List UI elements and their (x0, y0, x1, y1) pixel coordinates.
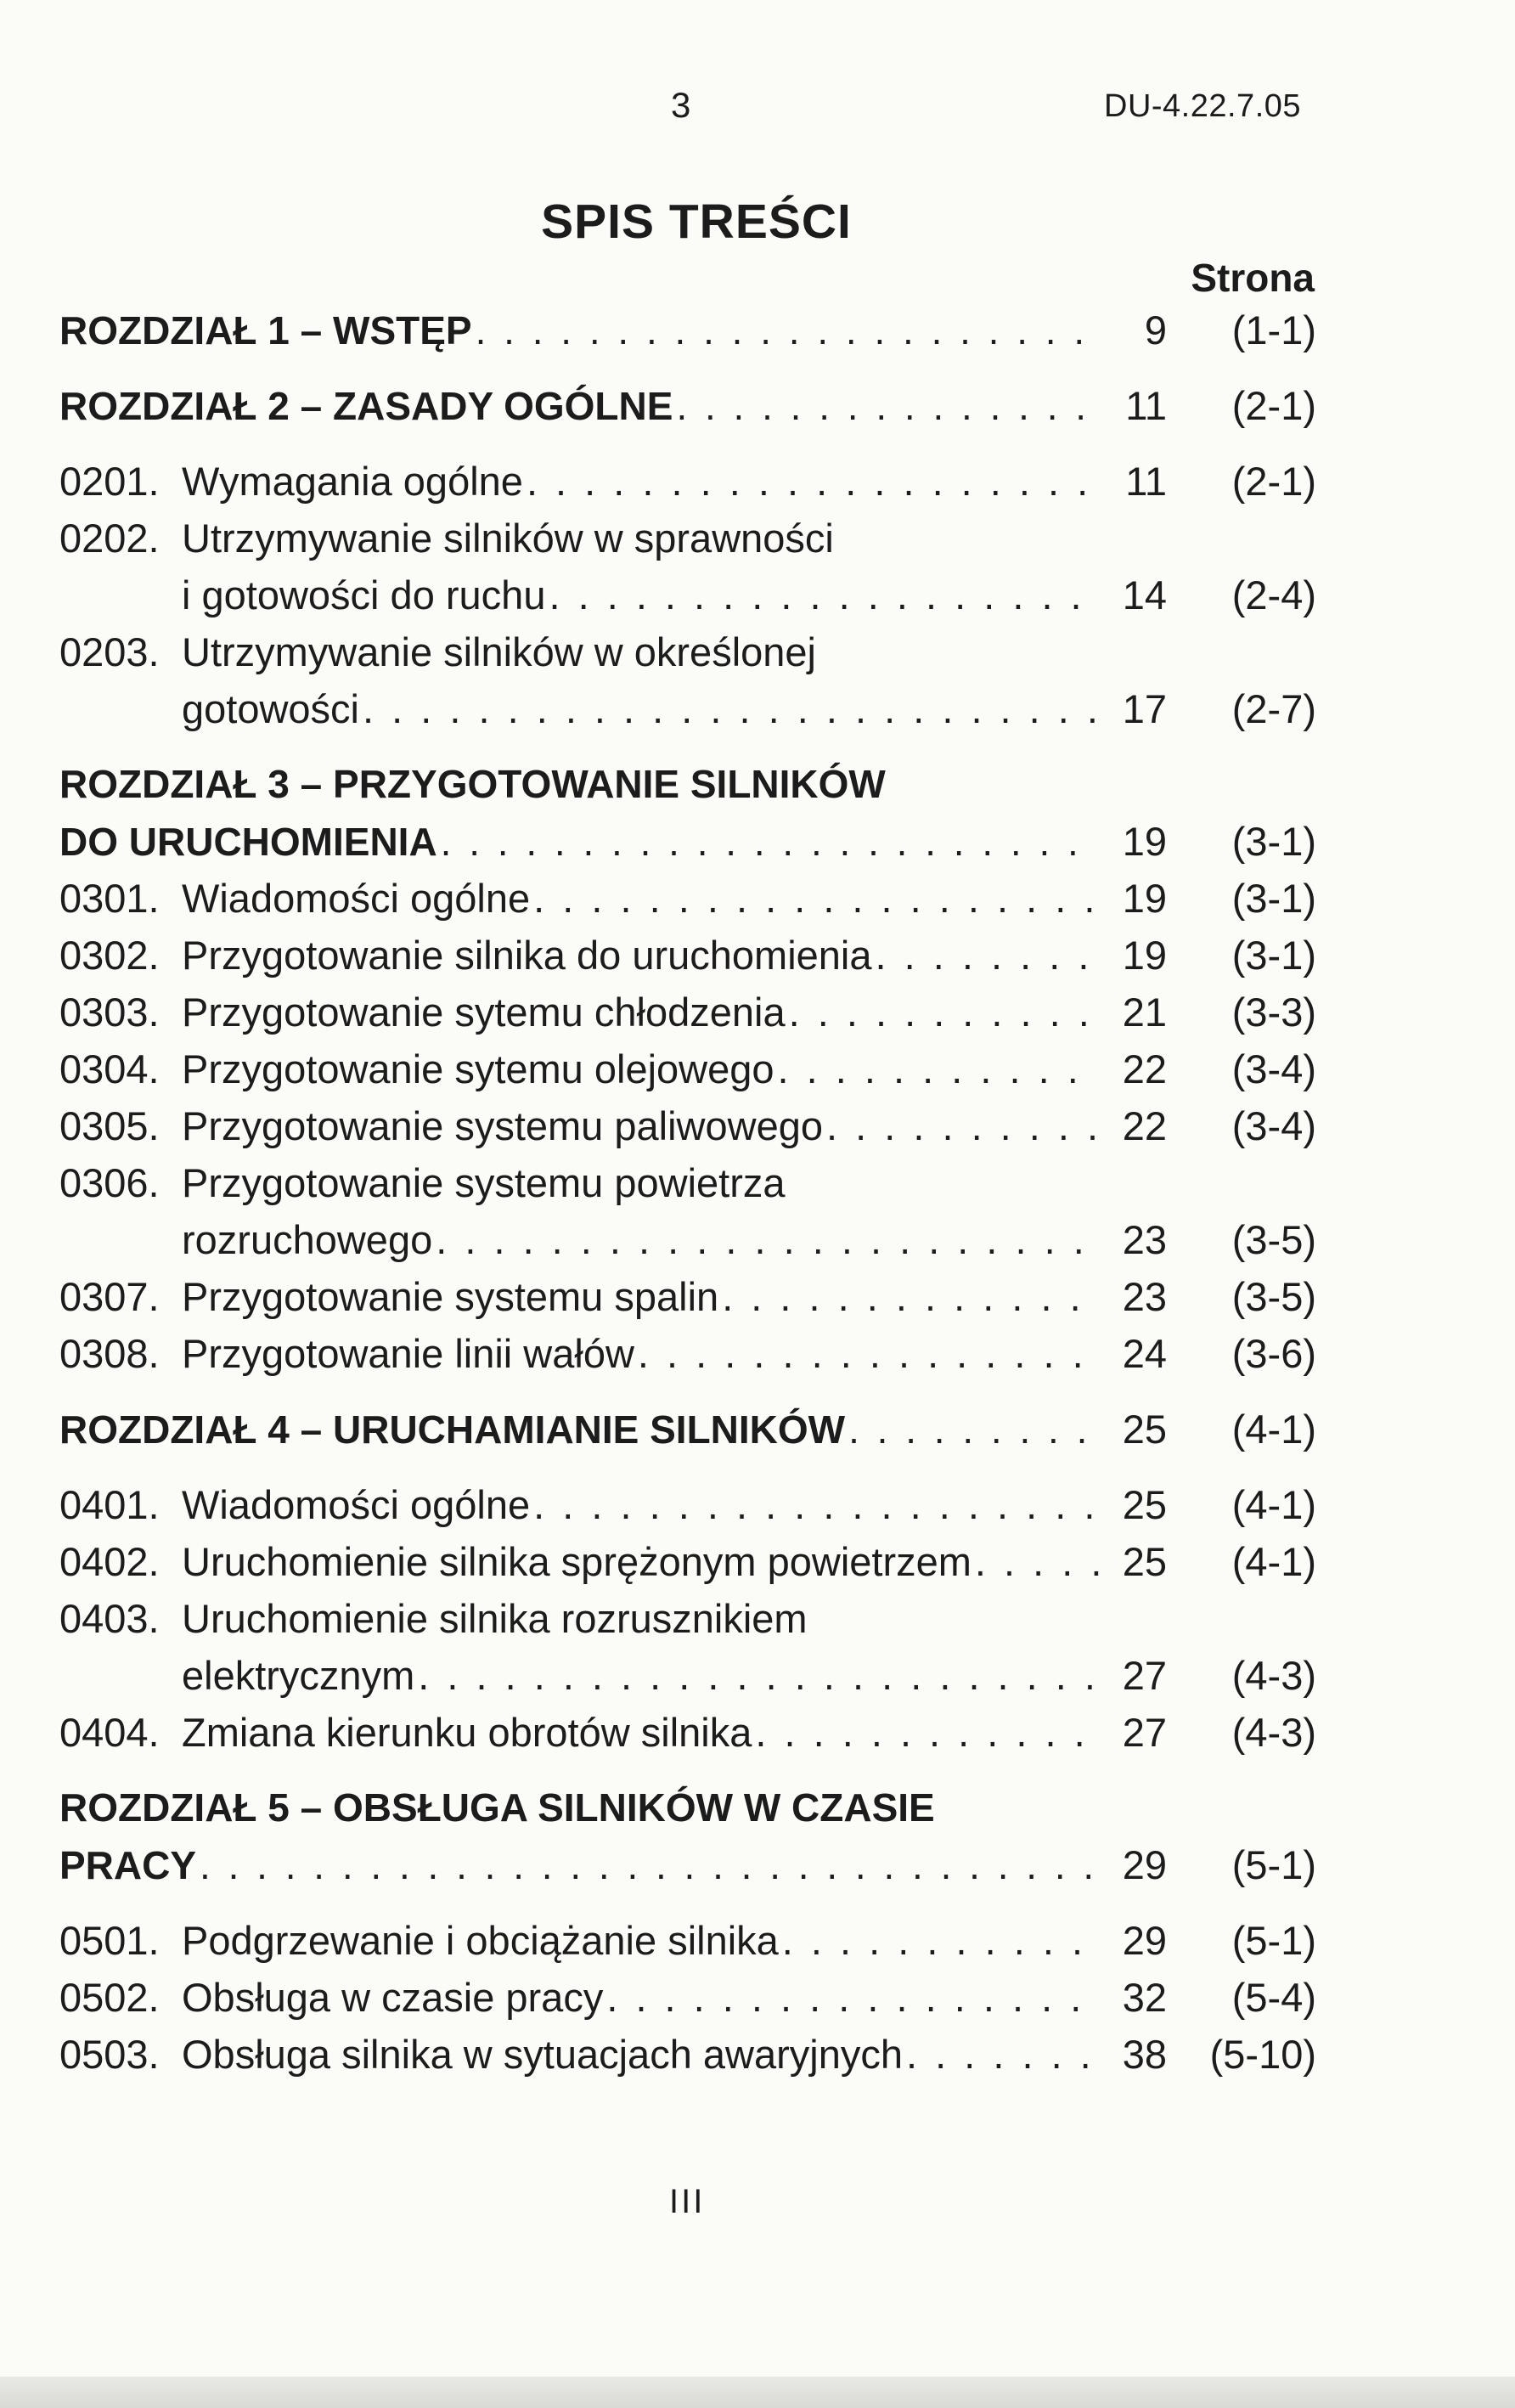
page-number: 38 (1122, 2032, 1167, 2077)
page-number: 29 (1122, 1842, 1167, 1887)
page-number: 24 (1122, 1331, 1167, 1376)
page-number: 27 (1122, 1653, 1167, 1698)
toc-item-row (59, 510, 1316, 567)
section-number: 0402. (59, 1539, 160, 1584)
leader-dots (533, 870, 1099, 927)
section-title: Przygotowanie linii wałów (182, 1331, 634, 1376)
section-title: Obsługa silnika w sytuacjach awaryjnych (182, 2032, 903, 2077)
toc-chapter-row (59, 377, 1316, 434)
section-page-ref: (3-3) (1231, 990, 1316, 1035)
section-title: Przygotowanie systemu spalin (182, 1274, 719, 1319)
page-number: 25 (1122, 1407, 1167, 1452)
section-number: 0304. (59, 1046, 160, 1091)
chapter-title: DO URUCHOMIENIA (59, 820, 437, 864)
leader-dots (363, 680, 1099, 737)
page-number: 19 (1122, 876, 1167, 921)
section-number: 0201. (59, 459, 160, 504)
section-page-ref: (3-1) (1231, 819, 1316, 864)
leader-dots (533, 1476, 1099, 1533)
document-code: DU-4.22.7.05 (1104, 88, 1302, 124)
chapter-title: ROZDZIAŁ 1 – WSTĘP (59, 308, 472, 352)
section-title: Przygotowanie systemu paliwowego (182, 1103, 823, 1148)
toc-chapter-row (59, 756, 1316, 813)
section-title: Podgrzewanie i obciążanie silnika (182, 1918, 779, 1963)
section-page-ref: (3-5) (1231, 1217, 1316, 1262)
leader-dots (436, 1211, 1099, 1268)
section-number: 0403. (59, 1596, 160, 1641)
toc-item-row (59, 1268, 1316, 1325)
leader-dots (778, 1040, 1099, 1097)
page-number: 23 (1122, 1217, 1167, 1262)
section-number: 0502. (59, 1975, 160, 2020)
toc-item-row (59, 1040, 1316, 1097)
leader-dots (638, 1325, 1099, 1382)
page-number: 11 (1125, 459, 1167, 504)
section-number: 0308. (59, 1331, 160, 1376)
section-title: Wiadomości ogólne (182, 876, 531, 921)
toc-item-row (59, 567, 1316, 623)
toc-item-row (59, 1533, 1316, 1590)
page-number: 22 (1122, 1046, 1167, 1091)
section-page-ref: (4-3) (1231, 1653, 1316, 1698)
leader-dots (549, 567, 1099, 623)
section-title: Obsługa w czasie pracy (182, 1975, 604, 2020)
page-number: 19 (1122, 933, 1167, 978)
section-page-ref: (5-1) (1231, 1842, 1316, 1887)
section-page-ref: (2-7) (1231, 686, 1316, 731)
section-page-ref: (1-1) (1231, 307, 1316, 352)
page-number: 11 (1125, 383, 1167, 428)
toc-item-row (59, 984, 1316, 1040)
toc-item-row (59, 1647, 1316, 1704)
page-number: 21 (1122, 990, 1167, 1035)
leader-dots (782, 1912, 1099, 1969)
section-number: 0303. (59, 990, 160, 1035)
page-number: 17 (1122, 686, 1167, 731)
section-number: 0301. (59, 876, 160, 921)
table-of-contents (59, 302, 1316, 2083)
scan-edge (0, 2377, 1515, 2408)
toc-item-row (59, 870, 1316, 927)
section-title: Przygotowanie systemu powietrza (182, 1160, 786, 1205)
toc-item-row (59, 680, 1316, 737)
section-number: 0503. (59, 2032, 160, 2077)
section-number: 0305. (59, 1103, 160, 1148)
section-number: 0401. (59, 1482, 160, 1527)
page-number: 25 (1122, 1539, 1167, 1584)
leader-dots (906, 2026, 1099, 2083)
toc-chapter-row (59, 302, 1316, 358)
page-number: 29 (1122, 1918, 1167, 1963)
section-number: 0203. (59, 629, 160, 674)
page-number: 14 (1122, 572, 1167, 618)
section-title: Utrzymywanie silników w sprawności (182, 516, 834, 561)
page-number: 23 (1122, 1274, 1167, 1319)
toc-chapter-row (59, 1401, 1316, 1458)
page-title: SPIS TREŚCI (541, 195, 852, 249)
section-number: 0306. (59, 1160, 160, 1205)
section-title: Zmiana kierunku obrotów silnika (182, 1710, 752, 1755)
toc-item-row (59, 927, 1316, 984)
section-page-ref: (5-1) (1231, 1918, 1316, 1963)
section-page-ref: (4-3) (1231, 1710, 1316, 1755)
leader-dots (527, 453, 1099, 510)
page-number: 19 (1122, 819, 1167, 864)
section-title: Wiadomości ogólne (182, 1482, 531, 1527)
toc-item-row (59, 453, 1316, 510)
section-page-ref: (2-1) (1231, 383, 1316, 428)
section-title: Przygotowanie sytemu chłodzenia (182, 990, 786, 1035)
page-number: 9 (1144, 307, 1167, 352)
leader-dots (606, 1969, 1099, 2026)
section-page-ref: (3-4) (1231, 1103, 1316, 1148)
page-number: 25 (1122, 1482, 1167, 1527)
toc-item-row (59, 623, 1316, 680)
section-title: Przygotowanie silnika do uruchomienia (182, 933, 872, 978)
leader-dots (876, 927, 1100, 984)
section-title: Utrzymywanie silników w określonej (182, 629, 816, 674)
chapter-title: ROZDZIAŁ 4 – URUCHAMIANIE SILNIKÓW (59, 1407, 846, 1452)
toc-chapter-row (59, 1836, 1316, 1893)
section-page-ref: (2-4) (1231, 572, 1316, 618)
chapter-title: PRACY (59, 1843, 197, 1887)
toc-item-row (59, 1097, 1316, 1154)
chapter-title: ROZDZIAŁ 5 – OBSŁUGA SILNIKÓW W CZASIE (59, 1785, 935, 1830)
toc-item-row (59, 1154, 1316, 1211)
page-column-header: Strona (1191, 256, 1315, 300)
section-number: 0501. (59, 1918, 160, 1963)
toc-chapter-row (59, 1779, 1316, 1836)
section-number: 0202. (59, 516, 160, 561)
leader-dots (441, 814, 1099, 871)
section-title: Wymagania ogólne (182, 459, 523, 504)
section-title: gotowości (182, 686, 359, 731)
section-page-ref: (4-1) (1231, 1407, 1316, 1452)
chapter-title: ROZDZIAŁ 3 – PRZYGOTOWANIE SILNIKÓW (59, 762, 886, 806)
section-number: 0302. (59, 933, 160, 978)
leader-dots (826, 1097, 1099, 1154)
section-title: rozruchowego (182, 1217, 433, 1262)
leader-dots (200, 1837, 1099, 1894)
leader-dots (789, 984, 1099, 1040)
toc-item-row (59, 1590, 1316, 1647)
section-page-ref: (3-1) (1231, 876, 1316, 921)
chapter-title: ROZDZIAŁ 2 – ZASADY OGÓLNE (59, 384, 673, 428)
leader-dots (848, 1401, 1099, 1458)
section-page-ref: (4-1) (1231, 1539, 1316, 1584)
section-number: 0307. (59, 1274, 160, 1319)
section-page-ref: (4-1) (1231, 1482, 1316, 1527)
footer-page-number: III (669, 2183, 706, 2220)
leader-dots (418, 1647, 1099, 1704)
toc-item-row (59, 1476, 1316, 1533)
section-page-ref: (5-4) (1231, 1975, 1316, 2020)
section-page-ref: (5-10) (1209, 2032, 1316, 2077)
section-title: Uruchomienie silnika rozrusznikiem (182, 1596, 808, 1641)
page-number: 22 (1122, 1103, 1167, 1148)
page-number: 27 (1122, 1710, 1167, 1755)
section-title: Uruchomienie silnika sprężonym powietrzem (182, 1539, 972, 1584)
section-title: Przygotowanie sytemu olejowego (182, 1046, 774, 1091)
toc-item-row (59, 1325, 1316, 1382)
toc-item-row (59, 1211, 1316, 1268)
section-title: i gotowości do ruchu (182, 572, 546, 618)
section-page-ref: (3-4) (1231, 1046, 1316, 1091)
toc-item-row (59, 1969, 1316, 2026)
section-page-ref: (2-1) (1231, 459, 1316, 504)
section-title: elektrycznym (182, 1653, 415, 1698)
toc-item-row (59, 2026, 1316, 2083)
leader-dots (975, 1533, 1099, 1590)
section-page-ref: (3-5) (1231, 1274, 1316, 1319)
toc-chapter-row (59, 813, 1316, 870)
header-page-number: 3 (671, 85, 691, 125)
toc-item-row (59, 1912, 1316, 1969)
section-page-ref: (3-6) (1231, 1331, 1316, 1376)
section-page-ref: (3-1) (1231, 933, 1316, 978)
leader-dots (476, 302, 1099, 359)
leader-dots (676, 378, 1099, 435)
leader-dots (722, 1268, 1099, 1325)
leader-dots (755, 1704, 1099, 1761)
page-number: 32 (1122, 1975, 1167, 2020)
section-number: 0404. (59, 1710, 160, 1755)
toc-item-row (59, 1704, 1316, 1761)
